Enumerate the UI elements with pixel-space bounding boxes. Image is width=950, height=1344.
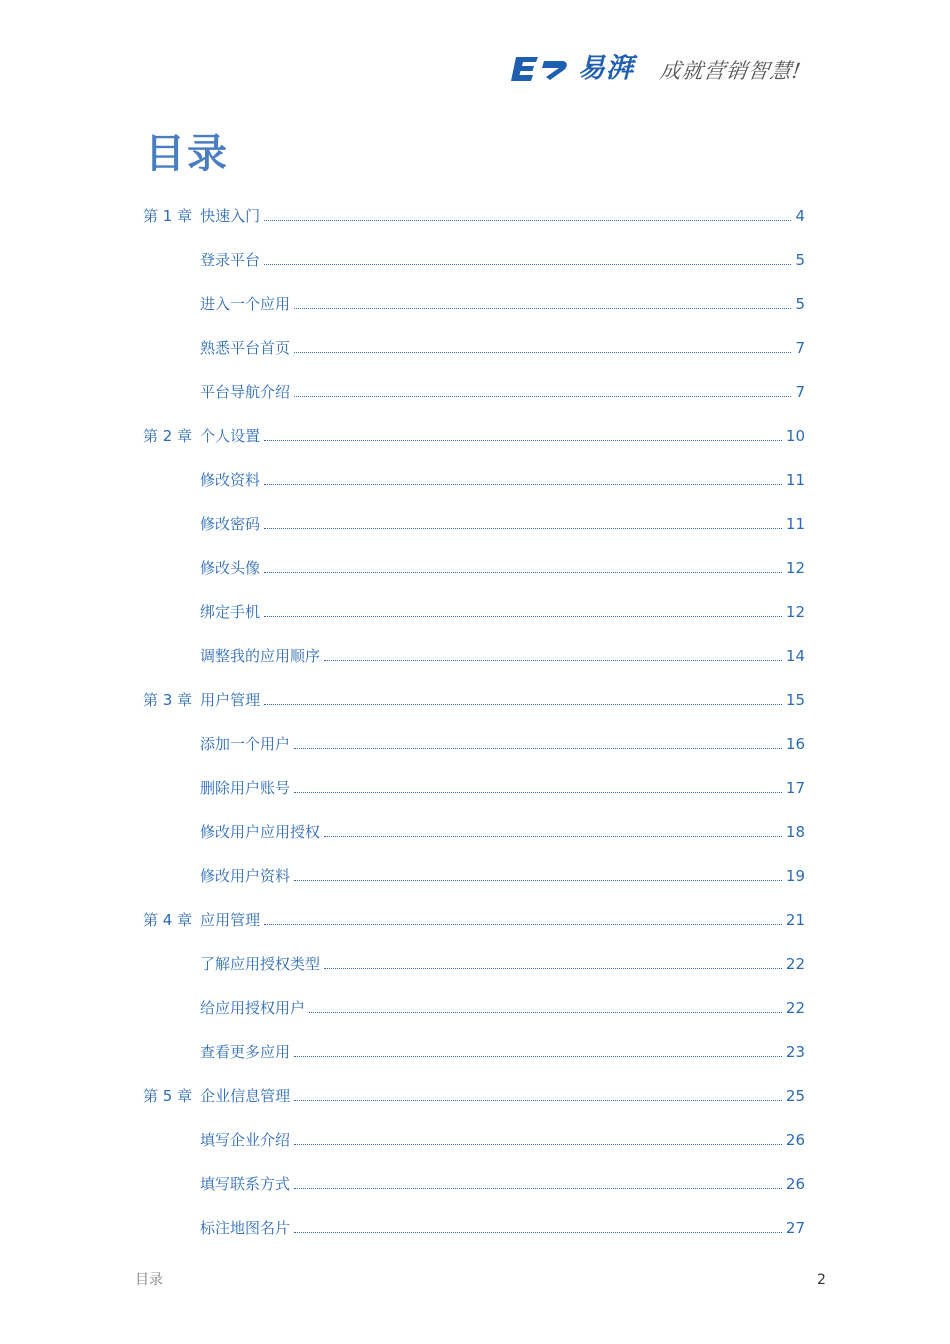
toc-dot-leader [294,1099,782,1101]
toc-chapter-number: 第 4 章 [143,911,193,929]
toc-page-number: 22 [785,955,805,973]
brand-slogan: 成就营销智慧! [658,59,804,83]
toc-page-number: 11 [785,471,805,489]
toc-page-number: 26 [785,1131,805,1149]
toc-page-number: 4 [795,207,805,225]
toc-chapter-entry[interactable] [143,424,805,446]
toc-dot-leader [309,1011,782,1013]
toc-page-number: 7 [795,339,805,357]
toc-page-number: 7 [795,383,805,401]
toc-dot-leader [294,791,782,793]
toc-page-number: 22 [785,999,805,1017]
toc-dot-leader [294,1055,782,1057]
toc-chapter-number: 第 2 章 [143,427,193,445]
toc-entry-label: 标注地图名片 [200,1219,291,1237]
toc-entry-label: 用户管理 [200,691,261,709]
toc-chapter-entry[interactable] [143,688,805,710]
toc-chapter-number: 第 3 章 [143,691,193,709]
toc-dot-leader [294,1231,782,1233]
toc-entry-label: 快速入门 [200,207,261,225]
toc-dot-leader [294,395,791,397]
toc-entry-label: 绑定手机 [200,603,261,621]
toc-chapter-entry[interactable] [143,204,805,226]
toc-section-entry[interactable] [200,732,805,754]
toc-page-number: 27 [785,1219,805,1237]
toc-page-number: 19 [785,867,805,885]
toc-dot-leader [264,615,782,617]
toc-section-entry[interactable] [200,952,805,974]
toc-dot-leader [294,307,791,309]
toc-section-entry[interactable] [200,468,805,490]
toc-dot-leader [324,659,782,661]
toc-dot-leader [324,835,782,837]
toc-section-entry[interactable] [200,1216,805,1238]
toc-dot-leader [264,703,782,705]
toc-entry-label: 企业信息管理 [200,1087,291,1105]
toc-page-number: 5 [795,295,805,313]
toc-section-entry[interactable] [200,996,805,1018]
page-title: 目录 [145,131,229,177]
toc-entry-label: 删除用户账号 [200,779,291,797]
toc-section-entry[interactable] [200,1128,805,1150]
toc-entry-label: 个人设置 [200,427,261,445]
toc-chapter-number: 第 1 章 [143,207,193,225]
toc-page-number: 10 [785,427,805,445]
toc-page-number: 12 [785,603,805,621]
toc-entry-label: 修改用户资料 [200,867,291,885]
toc-dot-leader [324,967,782,969]
toc-entry-label: 修改用户应用授权 [200,823,321,841]
toc-page-number: 15 [785,691,805,709]
toc-section-entry[interactable] [200,292,805,314]
toc-page-number: 14 [785,647,805,665]
toc-page-number: 26 [785,1175,805,1193]
toc-page-number: 21 [785,911,805,929]
toc-entry-label: 填写企业介绍 [200,1131,291,1149]
toc-section-entry[interactable] [200,776,805,798]
toc-entry-label: 查看更多应用 [200,1043,291,1061]
toc-chapter-number: 第 5 章 [143,1087,193,1105]
toc-dot-leader [294,1143,782,1145]
toc-entry-label: 进入一个应用 [200,295,291,313]
toc-dot-leader [264,923,782,925]
toc-entry-label: 修改头像 [200,559,261,577]
toc-section-entry[interactable] [200,1040,805,1062]
toc-dot-leader [264,571,782,573]
toc-section-entry[interactable] [200,820,805,842]
toc-dot-leader [264,263,791,265]
toc-section-entry[interactable] [200,248,805,270]
toc-section-entry[interactable] [200,1172,805,1194]
toc-dot-leader [294,1187,782,1189]
toc-dot-leader [294,747,782,749]
toc-entry-label: 调整我的应用顺序 [200,647,321,665]
toc-entry-label: 平台导航介绍 [200,383,291,401]
toc-section-entry[interactable] [200,336,805,358]
toc-dot-leader [264,527,782,529]
brand-name: 易湃 [578,53,634,84]
toc-section-entry[interactable] [200,556,805,578]
toc-section-entry[interactable] [200,512,805,534]
toc-page-number: 25 [785,1087,805,1105]
toc-page-number: 16 [785,735,805,753]
toc-entry-label: 应用管理 [200,911,261,929]
toc-entry-label: 熟悉平台首页 [200,339,291,357]
toc-dot-leader [264,219,791,221]
toc-section-entry[interactable] [200,600,805,622]
toc-entry-label: 修改密码 [200,515,261,533]
toc-dot-leader [294,879,782,881]
toc-entry-label: 修改资料 [200,471,261,489]
toc-page-number: 23 [785,1043,805,1061]
toc-page-number: 5 [795,251,805,269]
toc-chapter-entry[interactable] [143,1084,805,1106]
toc-page-number: 18 [785,823,805,841]
toc-section-entry[interactable] [200,864,805,886]
toc-entry-label: 给应用授权用户 [200,999,306,1017]
toc-dot-leader [264,439,782,441]
toc-entry-label: 添加一个用户 [200,735,291,753]
toc-dot-leader [294,351,791,353]
toc-page-number: 17 [785,779,805,797]
toc-page-number: 12 [785,559,805,577]
toc-page-number: 11 [785,515,805,533]
toc-dot-leader [264,483,782,485]
toc-chapter-entry[interactable] [143,908,805,930]
toc-section-entry[interactable] [200,644,805,666]
footer-section-label: 目录 [135,1272,163,1288]
toc-section-entry[interactable] [200,380,805,402]
toc-entry-label: 填写联系方式 [200,1175,291,1193]
toc-entry-label: 了解应用授权类型 [200,955,321,973]
footer-page-number: 2 [817,1272,826,1288]
toc-entry-label: 登录平台 [200,251,261,269]
